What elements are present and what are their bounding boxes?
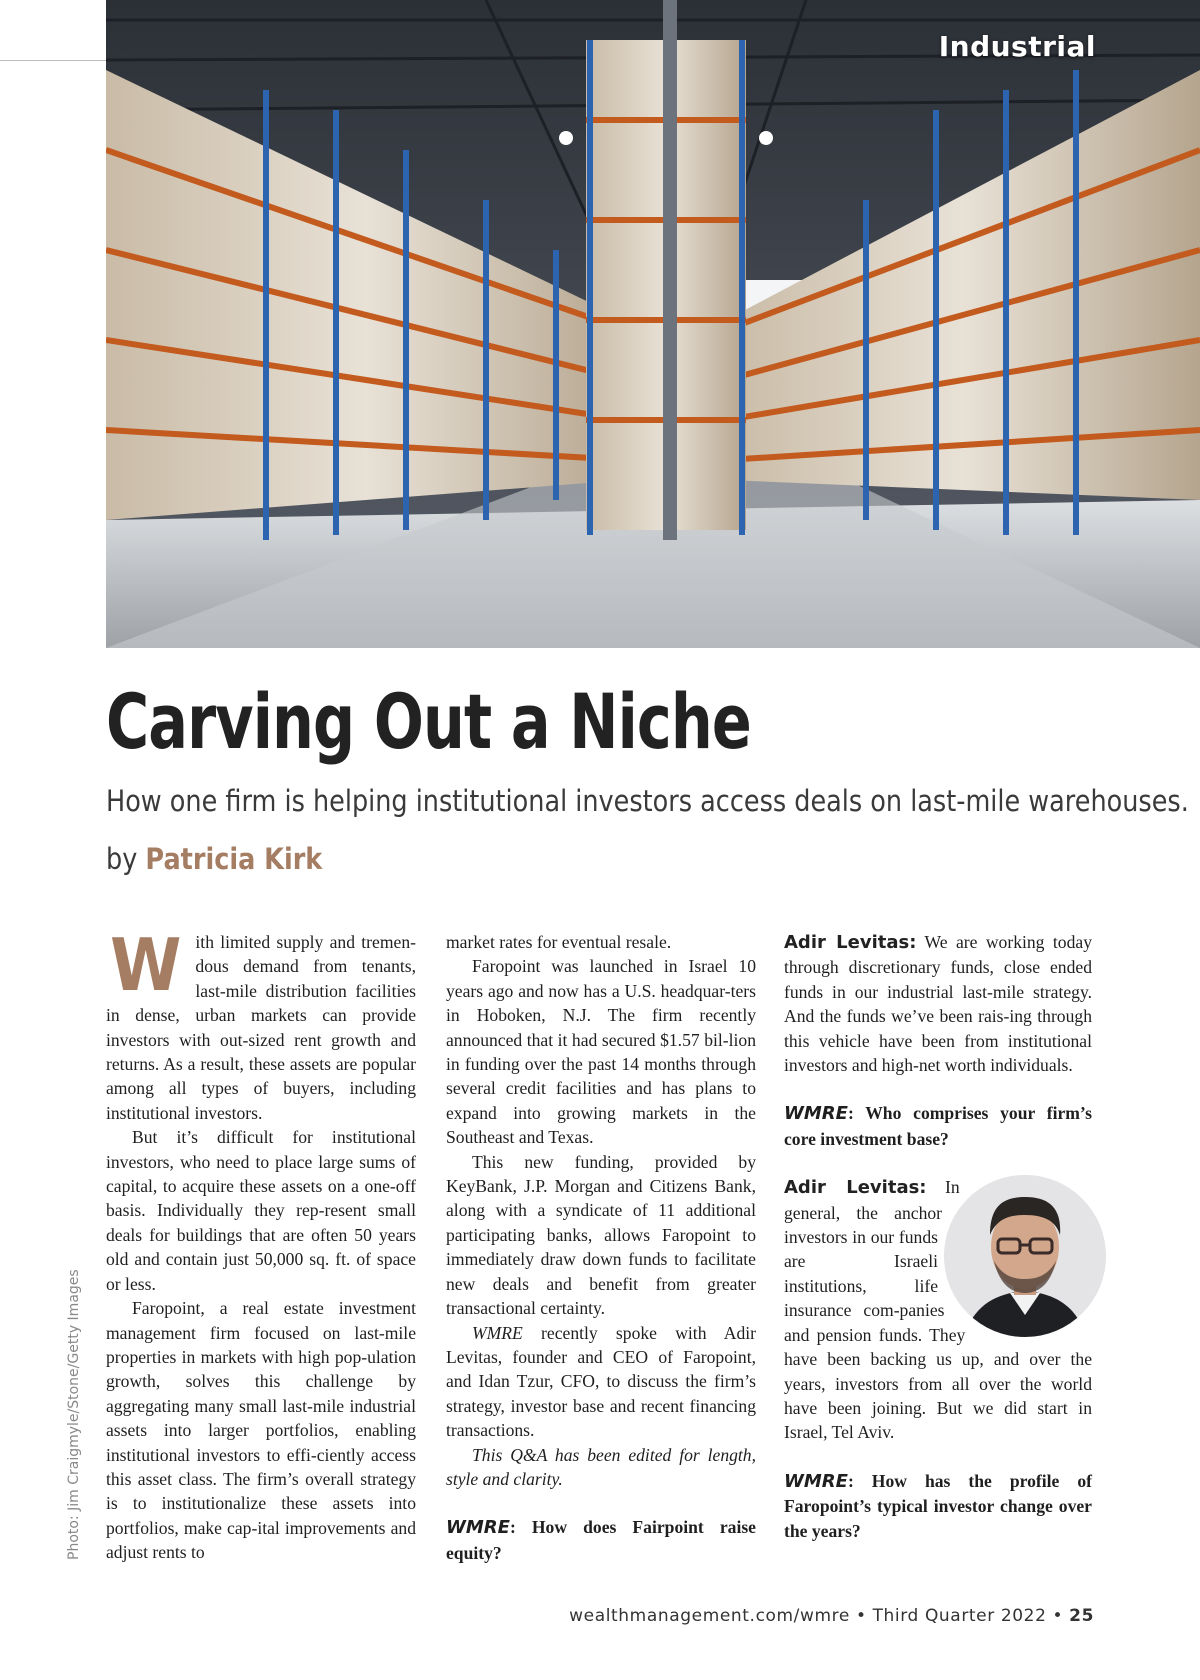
paragraph: But it’s difficult for institutional investors, who need to place large sums of capital, to acquire these assets on a one-off basis. Individually they rep-resent small deals for buildings that are often 50 years old and contain just 50,000 sq. ft. of space or less. <box>106 1127 416 1294</box>
editor-note-text: This Q&A has been edited for length, style and clarity. <box>446 1444 756 1489</box>
paragraph: market rates for eventual resale. <box>446 932 672 952</box>
paragraph <box>106 923 416 1125</box>
speaker-name: Adir Levitas: <box>784 932 917 953</box>
subheadline: How one firm is helping institutional investors access deals on last-mile warehouses. <box>106 784 1189 818</box>
top-rule <box>0 60 106 61</box>
page-number: 25 <box>1069 1606 1094 1626</box>
footer-text: wealthmanagement.com/wmre • Third Quarter 2022 • <box>569 1606 1064 1626</box>
question-text: : How does Fairpoint raise equity? <box>446 1517 756 1563</box>
paragraph <box>446 1321 756 1443</box>
answer-text: We are working today through discretionary funds, close ended funds in our industrial last-mile strategy. And the funds we’ve been rais-ing through this vehicle have been from institutional investors and high-net worth individuals. <box>784 932 1092 1076</box>
interviewer-tag: WMRE <box>784 1470 848 1492</box>
hero-photo <box>106 0 1200 648</box>
article-column-3 <box>784 930 1092 1543</box>
section-label: Industrial <box>938 30 1096 63</box>
byline <box>106 842 322 876</box>
speaker-name: Adir Levitas: <box>784 1177 927 1199</box>
interview-answer <box>784 930 1092 1077</box>
paragraph: This new funding, provided by KeyBank, J.P. Morgan and Citizens Bank, along with a syndicate of 11 additional participating banks, allows Faropoint to immediately draw down funds to facilitate new deals and benefit from greater transactional certainty. <box>446 1151 756 1319</box>
question-text: : How has the profile of Faropoint’s typical investor change over the years? <box>784 1470 1092 1541</box>
headline: Carving Out a Niche <box>106 677 751 766</box>
interview-question <box>446 1515 756 1565</box>
photo-credit: Photo: Jim Craigmyle/Stone/Getty Images <box>66 1269 82 1560</box>
interview-question <box>784 1469 1092 1543</box>
article-column-2 <box>446 930 756 1565</box>
paragraph-text: recently spoke with Adir Levitas, founder and CEO of Faropoint, and Idan Tzur, CFO, to discuss the firm’s strategy, investor base and recent financing transactions. <box>446 1322 756 1441</box>
question-text: : Who comprises your firm’s core investment base? <box>784 1103 1092 1149</box>
interview-question <box>784 1101 1092 1151</box>
interviewer-tag: WMRE <box>784 1103 848 1125</box>
answer-text: In general, the anchor investors in our funds are Israeli institutions, life insurance com-panies and pension funds. They have been backing us up, and over the years, investors from all over the world have been joining. But we did start in Israel, Tel Aviv. <box>784 1177 1092 1443</box>
interviewer-tag: WMRE <box>446 1517 510 1539</box>
byline-prefix: by <box>106 842 138 876</box>
paragraph-text: ith limited supply and tremen-dous demand from tenants, last-mile distribution facilities in dense, urban markets can provide investors with out-sized rent growth and returns. As a result, these assets are popular among all types of buyers, including institutional investors. <box>106 932 416 1123</box>
page-footer <box>569 1606 1094 1626</box>
author-name: Patricia Kirk <box>145 842 323 876</box>
publication-name: WMRE <box>472 1322 523 1343</box>
paragraph: Faropoint was launched in Israel 10 years ago and now has a U.S. headquar-ters in Hoboken, N.J. The firm recently announced that it had secured $1.57 bil-lion in funding over the past 14 months through several credit facilities and has plans to expand into growing markets in the Southeast and Texas. <box>446 956 756 1148</box>
paragraph: Faropoint, a real estate investment management firm focused on last-mile properties in markets with high pop-ulation growth, solves this challenge by aggregating many small last-mile industrial assets into larger portfolios, enabling institutional investors to effi-ciently access this asset class. The firm’s overall strategy is to institutionalize these assets into portfolios, make cap-ital improvements and adjust rents to <box>106 1298 416 1563</box>
article-column-1 <box>106 923 416 1565</box>
editor-note <box>446 1443 756 1492</box>
drop-cap: W <box>109 923 182 1007</box>
portrait-photo <box>944 1175 1106 1337</box>
